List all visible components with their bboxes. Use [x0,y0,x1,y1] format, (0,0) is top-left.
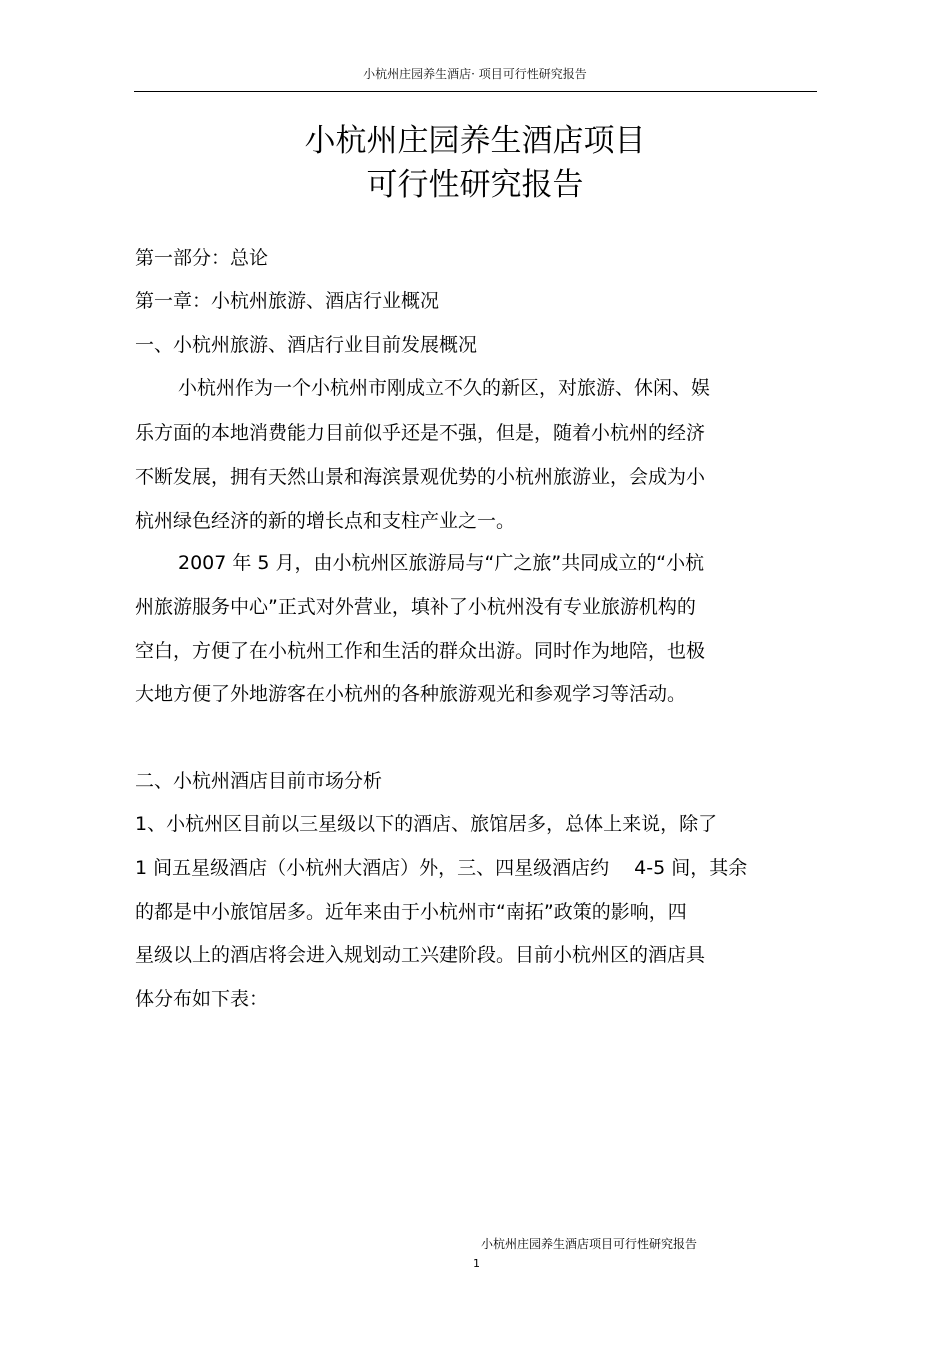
paragraph-3-line: 1 间五星级酒店（小杭州大酒店）外，三、四星级酒店约 4-5 间，其余 [135,857,748,879]
running-footer: 小杭州庄园养生酒店项目可行性研究报告 [481,1237,698,1251]
paragraph-2-line: 空白，方便了在小杭州工作和生活的群众出游。同时作为地陪，也极 [135,640,706,662]
document-title-line-2: 可行性研究报告 [366,167,584,203]
document-title-line-1: 小杭州庄园养生酒店项目 [304,123,646,159]
header-divider [134,91,817,92]
paragraph-3-line: 1、小杭州区目前以三星级以下的酒店、旅馆居多，总体上来说，除了 [135,813,718,835]
paragraph-1-line: 乐方面的本地消费能力目前似乎还是不强，但是，随着小杭州的经济 [135,422,706,444]
section-1-heading: 一、小杭州旅游、酒店行业目前发展概况 [135,334,478,356]
paragraph-1-line: 杭州绿色经济的新的增长点和支柱产业之一。 [135,510,516,532]
paragraph-3-line: 体分布如下表： [135,988,269,1010]
paragraph-3-line: 星级以上的酒店将会进入规划动工兴建阶段。目前小杭州区的酒店具 [135,944,706,966]
paragraph-1-line: 不断发展，拥有天然山景和海滨景观优势的小杭州旅游业，会成为小 [135,466,706,488]
section-2-heading: 二、小杭州酒店目前市场分析 [135,770,383,792]
paragraph-2-line: 州旅游服务中心”正式对外营业，填补了小杭州没有专业旅游机构的 [135,596,696,618]
chapter-heading: 第一章：小杭州旅游、酒店行业概况 [135,290,440,312]
paragraph-1-line: 小杭州作为一个小杭州市刚成立不久的新区，对旅游、休闲、娱 [178,377,711,399]
running-header: 小杭州庄园养生酒店· 项目可行性研究报告 [363,67,587,81]
paragraph-3-line: 的都是中小旅馆居多。近年来由于小杭州市“南拓”政策的影响，四 [135,901,687,923]
page-number: 1 [473,1257,480,1270]
paragraph-2-line: 2007 年 5 月，由小杭州区旅游局与“广之旅”共同成立的“小杭 [178,552,705,574]
paragraph-2-line: 大地方便了外地游客在小杭州的各种旅游观光和参观学习等活动。 [135,683,687,705]
part-heading: 第一部分：总论 [135,247,269,269]
